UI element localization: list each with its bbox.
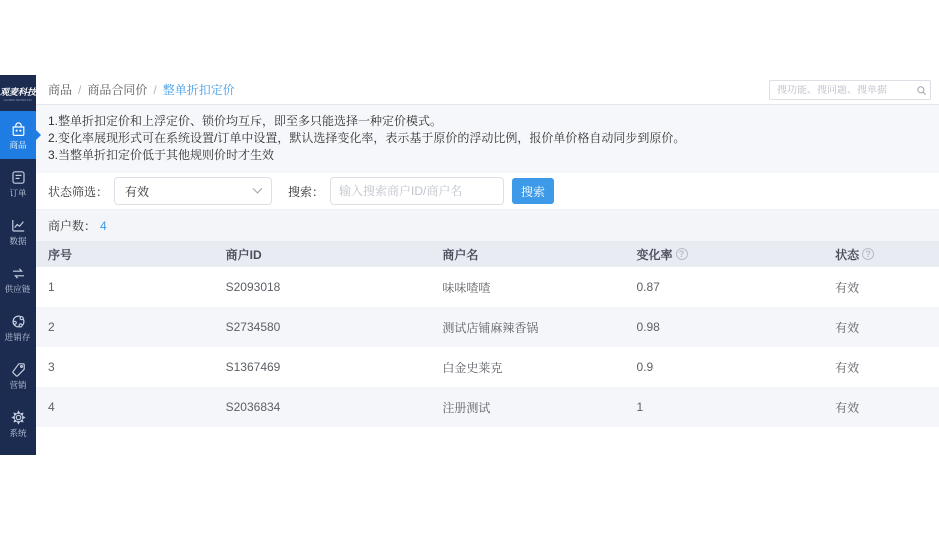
column-header-status — [835, 241, 939, 267]
table-row — [36, 267, 939, 307]
gear-icon — [10, 409, 27, 426]
column-label: 序号 — [48, 247, 73, 262]
merchant-name-cell: 注册测试 — [442, 400, 491, 415]
table-header-row — [36, 241, 939, 267]
change-rate-cell: 1 — [636, 400, 644, 414]
index-cell: 4 — [48, 400, 55, 414]
sidebar-item-label: 营销 — [9, 379, 27, 390]
global-search — [769, 80, 931, 100]
sidebar-item-system[interactable] — [0, 399, 36, 447]
table-body — [36, 267, 939, 427]
column-header-merchant-name — [442, 241, 636, 267]
sidebar-item-label: 供应链 — [5, 283, 31, 294]
merchant-search-box — [330, 177, 504, 205]
bag-icon — [10, 121, 27, 138]
breadcrumb — [48, 81, 235, 98]
sidebar-item-label: 数据 — [9, 235, 27, 246]
sidebar-item-goods[interactable] — [0, 111, 36, 159]
status-cell: 有效 — [835, 320, 860, 335]
breadcrumb-bar — [36, 75, 939, 105]
merchant-search-input[interactable] — [331, 184, 503, 198]
order-icon — [10, 169, 27, 186]
breadcrumb-item[interactable]: 商品合同价 — [87, 83, 148, 97]
status-filter-value: 有效 — [125, 184, 150, 199]
merchant-search-label: 搜索： — [288, 184, 325, 199]
column-header-change-rate — [636, 241, 835, 267]
merchant-count-row — [36, 209, 939, 241]
note-line: 2.变化率展现形式可在系统设置/订单中设置，默认选择变化率，表示基于原价的浮动比例，报价单价格自动同步到原价。 — [48, 131, 686, 145]
global-search-input[interactable] — [770, 85, 912, 96]
search-icon[interactable] — [912, 85, 930, 96]
table-row — [36, 387, 939, 427]
sidebar-item-marketing[interactable] — [0, 351, 36, 399]
breadcrumb-separator: / — [78, 83, 82, 97]
merchant-name-cell: 测试店铺麻辣香锅 — [442, 320, 539, 335]
merchant-id-cell: S2093018 — [225, 280, 281, 294]
inventory-icon — [10, 313, 27, 330]
sidebar-item-label: 系统 — [9, 427, 27, 438]
chevron-down-icon — [253, 183, 263, 193]
index-cell: 1 — [48, 280, 55, 294]
help-icon[interactable]: ? — [676, 248, 688, 260]
chart-icon — [10, 217, 27, 234]
note-line: 3.当整单折扣定价低于其他规则价时才生效 — [48, 148, 275, 162]
breadcrumb-item[interactable]: 商品 — [48, 83, 73, 97]
table-row — [36, 307, 939, 347]
column-header-index — [36, 241, 226, 267]
sidebar — [0, 75, 36, 455]
breadcrumb-separator: / — [153, 83, 157, 97]
change-rate-cell: 0.98 — [636, 320, 660, 334]
change-rate-cell: 0.87 — [636, 280, 660, 294]
help-icon[interactable]: ? — [862, 248, 874, 260]
change-rate-cell: 0.9 — [636, 360, 654, 374]
sidebar-item-inventory[interactable] — [0, 303, 36, 351]
status-cell: 有效 — [835, 360, 860, 375]
merchant-count-label: 商户数： — [48, 219, 97, 233]
sidebar-item-label: 进销存 — [5, 331, 31, 342]
merchant-table — [36, 241, 939, 427]
note-line: 1.整单折扣定价和上浮定价、锁价均互斥，即至多只能选择一种定价模式。 — [48, 114, 443, 128]
status-filter-select[interactable] — [114, 177, 272, 205]
merchant-id-cell: S1367469 — [225, 360, 281, 374]
merchant-name-cell: 白金史莱克 — [442, 360, 503, 375]
index-cell: 3 — [48, 360, 55, 374]
table-row — [36, 347, 939, 387]
logo-title: 观麦科技 — [0, 86, 37, 97]
sidebar-item-label: 商品 — [9, 139, 27, 150]
tag-icon — [10, 361, 27, 378]
index-cell: 2 — [48, 320, 55, 334]
column-label: 状态 — [835, 247, 860, 262]
sidebar-item-supply-chain[interactable] — [0, 255, 36, 303]
sidebar-item-orders[interactable] — [0, 159, 36, 207]
status-cell: 有效 — [835, 400, 860, 415]
filter-row — [36, 173, 939, 209]
column-label: 变化率 — [636, 247, 673, 262]
merchant-count-value[interactable]: 4 — [100, 218, 107, 233]
sidebar-item-data[interactable] — [0, 207, 36, 255]
status-cell: 有效 — [835, 280, 860, 295]
column-header-merchant-id — [226, 241, 443, 267]
status-filter-label: 状态筛选： — [48, 184, 109, 199]
logo — [0, 75, 36, 111]
column-label: 商户ID — [225, 247, 262, 262]
app-window — [0, 75, 939, 455]
merchant-name-cell: 味味喳喳 — [442, 280, 491, 295]
search-button[interactable]: 搜索 — [512, 178, 554, 204]
logo-subtitle: GUANMAI TECHNOLOGY — [3, 97, 33, 102]
merchant-id-cell: S2734580 — [225, 320, 281, 334]
main-area — [36, 75, 939, 455]
column-label: 商户名 — [442, 247, 479, 262]
supply-chain-icon — [10, 265, 27, 282]
sidebar-menu — [0, 111, 36, 447]
breadcrumb-item[interactable]: 整单折扣定价 — [162, 83, 235, 97]
merchant-id-cell: S2036834 — [225, 400, 281, 414]
sidebar-item-label: 订单 — [9, 187, 27, 198]
pricing-rules-notes — [36, 105, 939, 173]
